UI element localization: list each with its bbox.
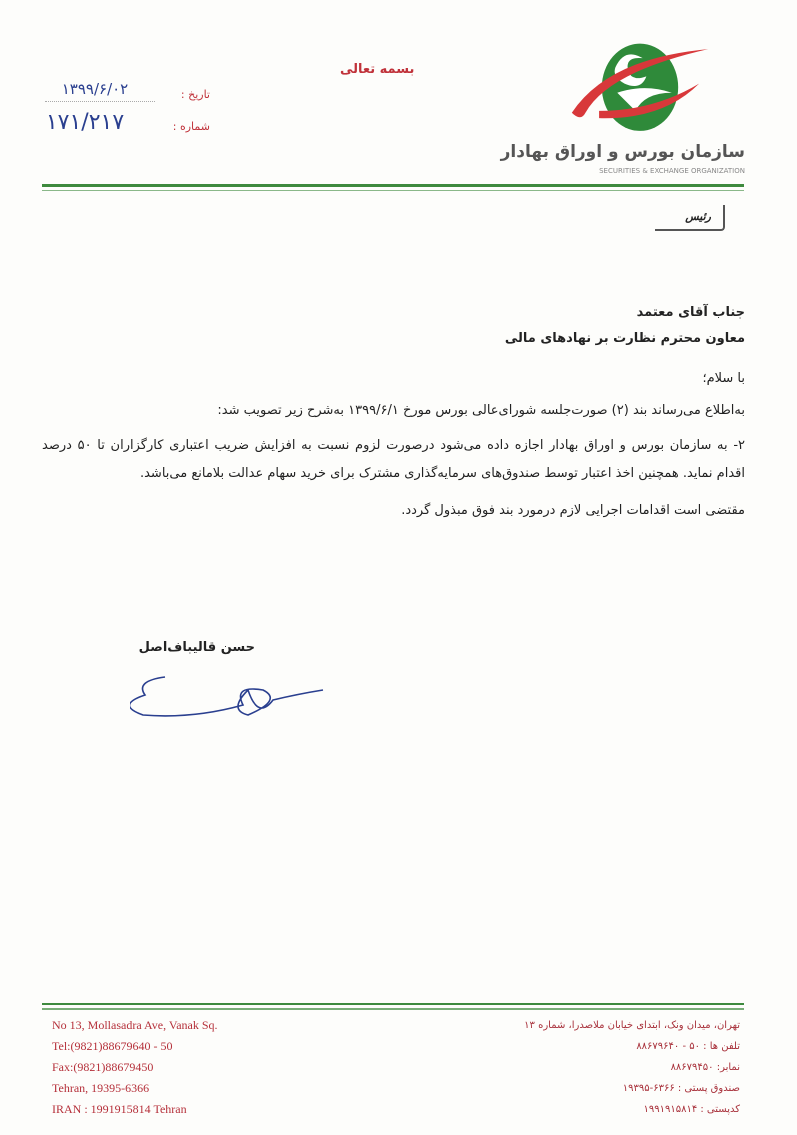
addressee: جناب آقای معتمد [636,305,745,320]
signature [130,665,330,725]
footer-fa-line: نمابر: ۸۸۶۷۹۴۵۰ [670,1062,740,1073]
footer-divider-2 [42,1008,744,1010]
closing-paragraph: مقتضی است اقدامات اجرایی لازم درمورد بند فوق مبذول گردد. [401,503,745,518]
footer-en-line: Fax:(9821)88679450 [52,1060,154,1074]
footer-en-line: Tehran, 19395-6366 [52,1081,150,1095]
addressee-title: معاون محترم نظارت بر نهادهای مالی [504,331,745,346]
footer-en-line: Tel:(9821)88679640 - 50 [52,1039,173,1053]
recipient-tab-label: رئیس [685,210,711,223]
intro-paragraph: به‌اطلاع می‌رساند بند (۲) صورت‌جلسه شورای‌عالی بورس مورخ ۱۳۹۹/۶/۱ به‌شرح زیر تصویب شد: [217,403,745,418]
header-divider-thin [42,190,744,191]
org-name-en: SECURITIES & EXCHANGE ORGANIZATION [599,167,745,175]
number-label: شماره : [172,120,210,133]
letter-body [42,300,745,524]
footer-fa-line: تلفن ها : ۵۰ - ۸۸۶۷۹۶۴۰ [636,1041,740,1052]
signatory-name: حسن قالیباف‌اصل [138,640,255,655]
footer-en-line: IRAN : 1991915814 Tehran [52,1102,187,1116]
footer-fa-line: کدپستی : ۱۹۹۱۹۱۵۸۱۴ [643,1104,740,1115]
greeting: با سلام؛ [702,371,745,386]
footer-address-en [52,1015,312,1120]
footer-fa-line: صندوق پستی : ۶۳۶۶-۱۹۳۹۵ [622,1083,740,1094]
clause-paragraph: ۲- به سازمان بورس و اوراق بهادار اجازه داده می‌شود درصورت لزوم نسبت به افزایش ضریب اعتباری کارگزاران تا ۵۰ درصد اقدام نماید. همچنین اخذ اعتبار توسط صندوق‌های سرمایه‌گذاری مشترک برای خرید سهام عدالت بلامانع می‌باشد. [42,438,745,481]
date-value: ۱۳۹۹/۶/۰۲ [61,80,129,98]
organization-logo [555,40,725,140]
invocation: بسمه تعالی [340,62,415,77]
footer-en-line: No 13, Mollasadra Ave, Vanak Sq. [52,1018,218,1032]
date-label: تاریخ : [180,88,210,101]
number-value: ۱۷۱/۲۱۷ [45,110,125,135]
header-divider [42,184,744,187]
footer-divider [42,1003,744,1005]
date-dotted-line [45,101,155,102]
footer-fa-line: تهران، میدان ونک، ابتدای خیابان ملاصدرا، شماره ۱۳ [524,1020,740,1031]
recipient-tab [655,205,725,231]
org-name-fa: سازمان بورس و اوراق بهادار [500,142,745,162]
footer-address-fa [440,1015,740,1120]
